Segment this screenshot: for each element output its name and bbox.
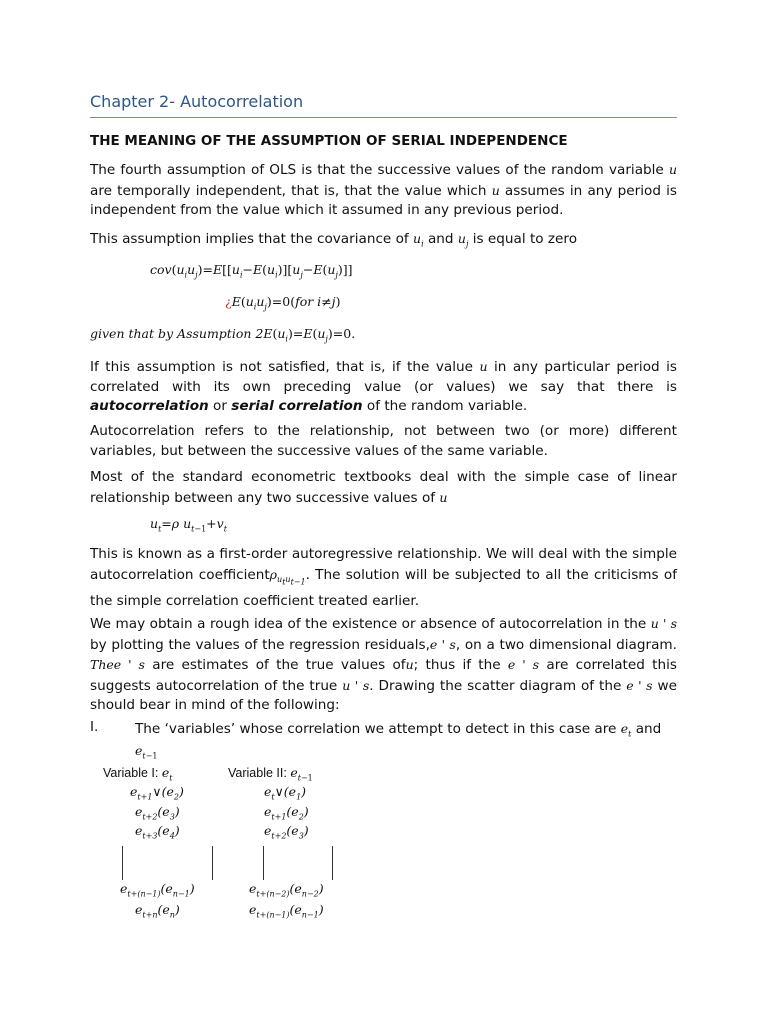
list-number: I. bbox=[90, 719, 99, 735]
text: is equal to zero bbox=[468, 231, 578, 247]
term-autocorrelation: autocorrelation bbox=[90, 398, 209, 414]
list-item-1-continuation: $e_{t-1}$ bbox=[135, 743, 158, 761]
table-cell: $e_t\vee(e_1)$ bbox=[264, 784, 307, 802]
text: This assumption implies that the covariance of bbox=[90, 231, 414, 247]
text: of the random variable. bbox=[362, 398, 528, 414]
text: we should bear in mind of the following: bbox=[90, 677, 677, 713]
paragraph-2: This assumption implies that the covariance of $u_i$ and $u_j$ is equal to zero bbox=[90, 231, 578, 249]
text: Variable II: bbox=[228, 766, 287, 780]
paragraph-4: Autocorrelation refers to the relationship, not between two (or more) different variables, but between the successive values of the same variable. bbox=[90, 423, 677, 459]
text: are estimates of the true values of bbox=[144, 657, 406, 673]
text: or bbox=[208, 398, 232, 414]
paragraph-7: We may obtain a rough idea of the existence or absence of autocorrelation in the u ' s by plotting the values of the regression residuals,e ' s, on a two dimensional diagram. Thee ' s are estimates of the true values ofu; thus if the e ' s are correlated this suggests autocorrelation of the true u ' s. Drawing the scatter diagram of the e ' s we should bear in mind of the following: bbox=[90, 616, 677, 713]
title-divider bbox=[90, 117, 677, 118]
chapter-title: Chapter 2- Autocorrelation bbox=[90, 92, 304, 111]
text: by plotting the values of the regression residuals, bbox=[90, 636, 430, 653]
text: The fourth assumption of OLS is that the successive values of the random variable bbox=[90, 162, 669, 178]
paragraph-1: The fourth assumption of OLS is that the successive values of the random variable u are temporally independent, that is, that the value which u assumes in any period is independent from the value which it assumed in any previous period. bbox=[90, 162, 677, 218]
table-cell: $e_{t+n}(e_n)$ bbox=[135, 902, 180, 920]
text: , on a two dimensional diagram. bbox=[455, 636, 677, 653]
text: If this assumption is not satisfied, that is, if the value bbox=[90, 359, 480, 375]
table-cell: $e_{t+2}(e_3)$ bbox=[135, 804, 180, 822]
equation-expectation: ¿$E(u_iu_j)=0(for$ i≠j) bbox=[225, 294, 341, 312]
paragraph-5: Most of the standard econometric textbooks deal with the simple case of linear relationship between any two successive values of u bbox=[90, 469, 677, 506]
text: ; thus if the bbox=[413, 657, 508, 673]
equation-covariance: $cov(u_iu_j)=E[[u_i-E(u_i)][u_j-E(u_j)]]$ bbox=[150, 262, 353, 280]
text: Variable I: bbox=[103, 766, 159, 780]
variable-i-header: Variable I: $e_t$ bbox=[103, 765, 173, 783]
vertical-bar bbox=[212, 846, 213, 880]
text: The ‘variables’ whose correlation we attempt to detect in this case are bbox=[135, 721, 621, 737]
paragraph-6: This is known as a first-order autoregressive relationship. We will deal with the simple autocorrelation coefficientρ$_{u_tu_{t-1}}$. The solution will be subjected to all the criticisms of the simple correlation coefficient treated earlier. bbox=[90, 546, 677, 610]
table-cell: $e_{t+3}(e_4)$ bbox=[135, 823, 180, 841]
table-cell: $e_{t+(n-2)}(e_{n-2})$ bbox=[249, 881, 324, 899]
text: The bbox=[90, 657, 114, 672]
equation-assumption: given that by Assumption $2E(u_i)=E(u_j)=0$. bbox=[90, 326, 356, 344]
vertical-bar bbox=[122, 846, 123, 880]
text: are correlated this suggests autocorrelation of the true bbox=[90, 657, 677, 694]
text: This is known as a first-order autoregressive relationship. We will deal with the simple autocorrelation coefficient bbox=[90, 546, 677, 583]
vertical-bar bbox=[263, 846, 264, 880]
text: in any particular period is correlated with its own preceding value (or values) we say that there is bbox=[90, 359, 677, 395]
paragraph-3: If this assumption is not satisfied, that is, if the value u in any particular period is correlated with its own preceding value (or values) we say that there is autocorrelation or serial correlation of the random variable. bbox=[90, 359, 677, 414]
section-heading: THE MEANING OF THE ASSUMPTION OF SERIAL INDEPENDENCE bbox=[90, 133, 568, 149]
text: . Drawing the scatter diagram of the bbox=[369, 677, 627, 694]
list-item-1: The ‘variables’ whose correlation we attempt to detect in this case are $e_t$ and bbox=[135, 721, 662, 739]
equation-ar1: $u_t=\rho$ $u_{t-1}+v_t$ bbox=[150, 516, 227, 534]
table-cell: $e_{t+(n-1)}(e_{n-1})$ bbox=[120, 881, 195, 899]
text: assumes in any period is independent from the value which it assumed in any previous period. bbox=[90, 182, 677, 218]
text: We may obtain a rough idea of the existence or absence of autocorrelation in the bbox=[90, 616, 651, 632]
term-serial-correlation: serial correlation bbox=[231, 398, 363, 414]
table-cell: $e_{t+2}(e_3)$ bbox=[264, 823, 309, 841]
text: given that by Assumption 2 bbox=[90, 326, 264, 341]
text: are temporally independent, that is, that the value which bbox=[90, 182, 492, 199]
text: and bbox=[423, 231, 458, 247]
table-cell: $e_{t+1}(e_2)$ bbox=[264, 804, 309, 822]
table-cell: $e_{t+1}\vee(e_2)$ bbox=[130, 784, 184, 802]
text: and bbox=[631, 721, 662, 737]
table-cell: $e_{t+(n-1)}(e_{n-1})$ bbox=[249, 902, 324, 920]
vertical-bar bbox=[332, 846, 333, 880]
text: Most of the standard econometric textbooks deal with the simple case of linear relationship between any two successive values of bbox=[90, 469, 677, 506]
variable-ii-header: Variable II: $e_{t-1}$ bbox=[228, 765, 313, 783]
text: . The solution will be subjected to all the criticisms of the simple correlation coefficient treated earlier. bbox=[90, 566, 677, 610]
